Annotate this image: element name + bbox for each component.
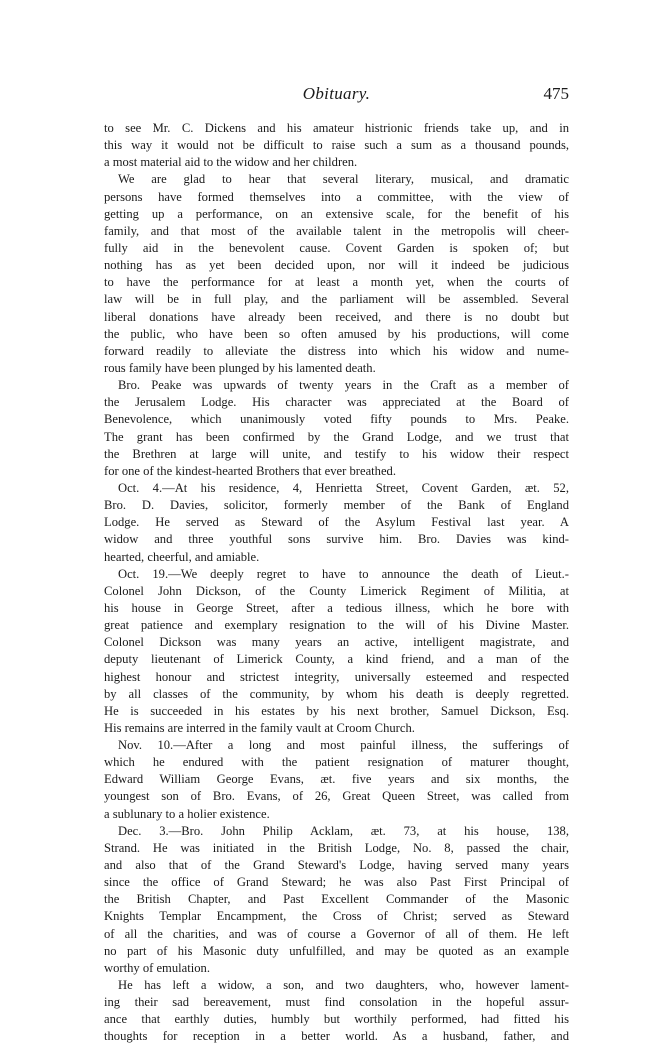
running-head <box>104 84 569 110</box>
text-line: deputy lieutenant of Limerick County, a kind friend, and a man of the <box>104 652 569 667</box>
text-line: Nov. 10.—After a long and most painful illness, the sufferings of <box>118 738 569 753</box>
text-line: since the office of Grand Steward; he was also Past First Principal of <box>104 875 569 890</box>
text-line: which he endured with the patient resignation of maturer thought, <box>104 755 569 770</box>
text-line: and also that of the Grand Steward's Lodge, having served many years <box>104 858 569 873</box>
text-line: the Brethren at large will unite, and testify to his widow their respect <box>104 446 569 461</box>
text-line: ance that earthly duties, humbly but worthily performed, had fitted his <box>104 1012 569 1027</box>
text-line: ing their sad bereavement, must find consolation in the hopeful assur- <box>104 995 569 1010</box>
text-line: Bro. Peake was upwards of twenty years in the Craft as a member of <box>118 378 569 393</box>
text-line: by all classes of the community, by whom his death is deeply regretted. <box>104 686 569 701</box>
text-line: to have the performance for at least a month yet, when the courts of <box>104 275 569 290</box>
text-line: Strand. He was initiated in the British Lodge, No. 8, passed the chair, <box>104 840 569 855</box>
text-line: Colonel John Dickson, of the County Limerick Regiment of Militia, at <box>104 583 569 598</box>
page-number: 475 <box>543 84 569 103</box>
text-line: Benevolence, which unanimously voted fifty pounds to Mrs. Peake. <box>104 412 569 427</box>
text-line: rous family have been plunged by his lamented death. <box>104 360 376 375</box>
text-line: highest honour and strictest integrity, universally esteemed and respected <box>104 669 569 684</box>
text-line: great patience and exemplary resignation to the will of his Divine Master. <box>104 618 569 633</box>
text-line: Bro. D. Davies, solicitor, formerly member of the Bank of England <box>104 498 569 513</box>
text-line: Oct. 19.—We deeply regret to have to announce the death of Lieut.- <box>118 566 569 581</box>
text-line: hearted, cheerful, and amiable. <box>104 549 260 564</box>
text-line: He has left a widow, a son, and two daughters, who, however lament- <box>118 978 569 993</box>
text-line: widow and three youthful sons survive him. Bro. Davies was kind- <box>104 532 569 547</box>
text-line: this way it would not be difficult to raise such a sum as a thousand pounds, <box>104 138 569 153</box>
text-line: getting up a performance, on an extensive scale, for the benefit of his <box>104 206 569 221</box>
text-line: Knights Templar Encampment, the Cross of Christ; served as Steward <box>104 909 569 924</box>
text-line: to see Mr. C. Dickens and his amateur histrionic friends take up, and in <box>104 121 569 135</box>
running-title: Obituary. <box>302 84 371 103</box>
text-line: for one of the kindest-hearted Brothers that ever breathed. <box>104 463 396 478</box>
text-line: He is succeeded in his estates by his next brother, Samuel Dickson, Esq. <box>104 703 569 718</box>
text-line: His remains are interred in the family vault at Croom Church. <box>104 720 415 735</box>
text-line: family, and that most of the available talent in the metropolis will cheer- <box>104 223 569 238</box>
text-line: law will be in full play, and the parliament will be assembled. Several <box>104 292 569 307</box>
text-line: no part of his Masonic duty unfulfilled, and may be quoted as an example <box>104 943 569 958</box>
text-line: The grant has been confirmed by the Grand Lodge, and we trust that <box>104 429 569 444</box>
text-line: liberal donations have already been received, and there is no doubt but <box>104 309 569 324</box>
text-line: Dec. 3.—Bro. John Philip Acklam, æt. 73, at his house, 138, <box>118 823 569 838</box>
text-line: Colonel Dickson was many years an active, intelligent magistrate, and <box>104 635 569 650</box>
text-line: Oct. 4.—At his residence, 4, Henrietta Street, Covent Garden, æt. 52, <box>118 480 569 495</box>
text-line: forward readily to alleviate the distress into which his widow and nume- <box>104 343 569 358</box>
text-line: of all the charities, and was of course a Governor of all of them. He left <box>104 926 569 941</box>
text-line: a most material aid to the widow and her children. <box>104 155 358 170</box>
text-line: a sublunary to a holier existence. <box>104 806 270 821</box>
text-line: the Jerusalem Lodge. His character was appreciated at the Board of <box>104 395 569 410</box>
text-line: thoughts for reception in a better world. As a husband, father, and <box>104 1029 569 1044</box>
text-line: his house in George Street, after a tedious illness, which he bore with <box>104 600 569 615</box>
text-line: nothing has as yet been decided upon, nor will it indeed be judicious <box>104 258 569 273</box>
text-line: Edward William George Evans, æt. five years and six months, the <box>104 772 569 787</box>
text-line: the British Chapter, and Past Excellent Commander of the Masonic <box>104 892 569 907</box>
text-line: fully aid in the benevolent cause. Covent Garden is spoken of; but <box>104 240 569 255</box>
text-line: youngest son of Bro. Evans, of 26, Great Queen Street, was called from <box>104 789 569 804</box>
obituary-text <box>104 120 569 1046</box>
text-line: We are glad to hear that several literary, musical, and dramatic <box>118 172 569 187</box>
text-line: the public, who have been so often amused by his productions, will come <box>104 326 569 341</box>
text-line: worthy of emulation. <box>104 960 210 975</box>
text-line: persons have formed themselves into a committee, with the view of <box>104 189 569 204</box>
text-line: Lodge. He served as Steward of the Asylum Festival last year. A <box>104 515 569 530</box>
